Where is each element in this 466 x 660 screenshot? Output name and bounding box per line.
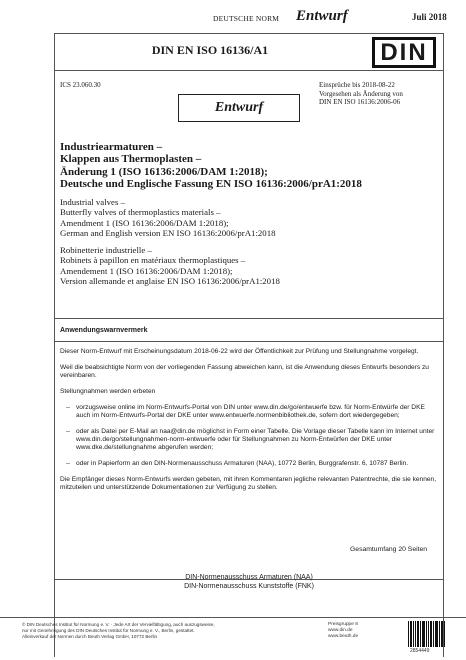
list-item-text: oder als Datei per E-Mail an naa@din.de möglichst in Form einer Tabelle. Die Vorlage dieser Tabelle kann im Internet unter www.din.de/go/stellungnahmen-norm-entwuerfe oder für Stellungnahmen zu Norm-Entwürfen der DKE unter www.dke.de/stellungnahme abgerufen werden; [76, 428, 435, 451]
publication-date: Juli 2018 [412, 12, 447, 22]
list-item-text: vorzugsweise online im Norm-Entwurfs-Portal von DIN unter www.din.de/go/entwuerfe bzw. für Norm-Entwürfe der DKE auch im Norm-Entwurfs-Portal der DKE unter www.entwuerfe.normenbibliothek.de, sofern dort wiedergegeben; [76, 404, 425, 419]
list-dash: – [66, 404, 70, 411]
title-en-line: Butterfly valves of thermoplastics materials – [60, 207, 221, 218]
warning-divider [54, 341, 444, 342]
committee-name: DIN-Normenausschuss Armaturen (NAA) [185, 574, 313, 581]
din-website: www.din.de [328, 628, 353, 633]
total-pages: Gesamtumfang 20 Seiten [350, 546, 428, 553]
title-fr-line: Amendement 1 (ISO 16136:2006/DAM 1:2018); [60, 265, 233, 276]
list-item [60, 404, 438, 420]
price-group [328, 622, 358, 640]
title-en-line: Industrial valves – [60, 196, 125, 207]
list-dash: – [66, 428, 70, 435]
amended-document: DIN EN ISO 16136:2006-06 [319, 98, 401, 106]
title-de-line: Deutsche und Englische Fassung EN ISO 16136:2006/prA1:2018 [60, 178, 362, 191]
list-item [60, 428, 438, 452]
title-fr-line: Version allemande et anglaise EN ISO 16136:2006/prA1:2018 [60, 276, 280, 287]
patent-notice: Die Empfänger dieses Norm-Entwurfs werden gebeten, mit ihren Kommentaren jegliche relevanten Patentrechte, die sie kennen, mitzuteilen und unterstützende Dokumentationen zur Verfügung zu stellen. [60, 476, 437, 491]
price-group-label: Preisgruppe 8 [328, 622, 358, 627]
norm-type-label: DEUTSCHE NORM [213, 14, 280, 23]
objection-deadline: Einsprüche bis 2018-08-22 [319, 81, 395, 89]
title-en-line: Amendment 1 (ISO 16136:2006/DAM 1:2018); [60, 217, 229, 228]
list-item-text: oder in Papierform an den DIN-Normenausschuss Armaturen (NAA), 10772 Berlin, Burggrafenstr. 6, 10787 Berlin. [76, 460, 409, 467]
warning-content [60, 327, 438, 492]
barcode-icon [408, 621, 446, 647]
list-item [60, 460, 438, 468]
application-warning-box [54, 318, 444, 580]
document-number: DIN EN ISO 16136/A1 [151, 43, 269, 57]
title-block [60, 141, 440, 287]
committee-name: DIN-Normenausschuss Kunststoffe (FNK) [184, 583, 314, 590]
amendment-note: Vorgesehen als Änderung von [319, 89, 403, 98]
title-german [60, 141, 440, 191]
barcode-number: 2854449 [410, 648, 430, 654]
beuth-website: www.beuth.de [328, 634, 359, 639]
ics-code: ICS 23.060.30 [60, 81, 101, 89]
copyright-line: © DIN Deutsches Institut für Normung e. V. · Jede Art der Vervielfältigung, auch auszugsweise, [22, 622, 215, 627]
title-de-line: Industriearmaturen – [60, 141, 163, 153]
top-bar [0, 0, 466, 34]
list-dash: – [66, 460, 70, 467]
draft-status-label: Entwurf [296, 8, 348, 24]
title-english [60, 197, 440, 239]
title-de-line: Änderung 1 (ISO 16136:2006/DAM 1:2018); [60, 165, 268, 178]
title-fr-line: Robinetterie industrielle – [60, 244, 152, 255]
copyright-line: Alleinverkauf der Normen durch Beuth Verlag GmbH, 10772 Berlin [22, 634, 158, 639]
comments-intro: Stellungnahmen werden erbeten [60, 388, 156, 395]
din-logo: DIN [372, 37, 436, 68]
footer [0, 617, 466, 660]
warning-paragraph: Weil die beabsichtigte Norm von der vorliegenden Fassung abweichen kann, ist die Anwendung dieses Entwurfs besonders zu vereinbaren. [60, 364, 429, 379]
copyright-line: nur mit Genehmigung des DIN Deutsches Institut für Normung e. V., Berlin, gestattet. [22, 628, 195, 633]
title-en-line: German and English version EN ISO 16136:2006/prA1:2018 [60, 228, 276, 239]
warning-paragraph: Dieser Norm-Entwurf mit Erscheinungsdatum 2018-06-22 wird der Öffentlichkeit zur Prüfung und Stellungnahme vorgelegt. [60, 348, 419, 355]
title-de-line: Klappen aus Thermoplasten – [60, 153, 202, 166]
title-french [60, 245, 440, 287]
committees [54, 573, 444, 591]
objection-notes [319, 81, 441, 107]
draft-stamp: Entwurf [178, 94, 300, 122]
warning-heading: Anwendungswarnvermerk [60, 327, 148, 334]
document-header [54, 33, 444, 71]
title-fr-line: Robinets à papillon en matériaux thermoplastiques – [60, 255, 246, 266]
copyright-notice [22, 622, 322, 640]
